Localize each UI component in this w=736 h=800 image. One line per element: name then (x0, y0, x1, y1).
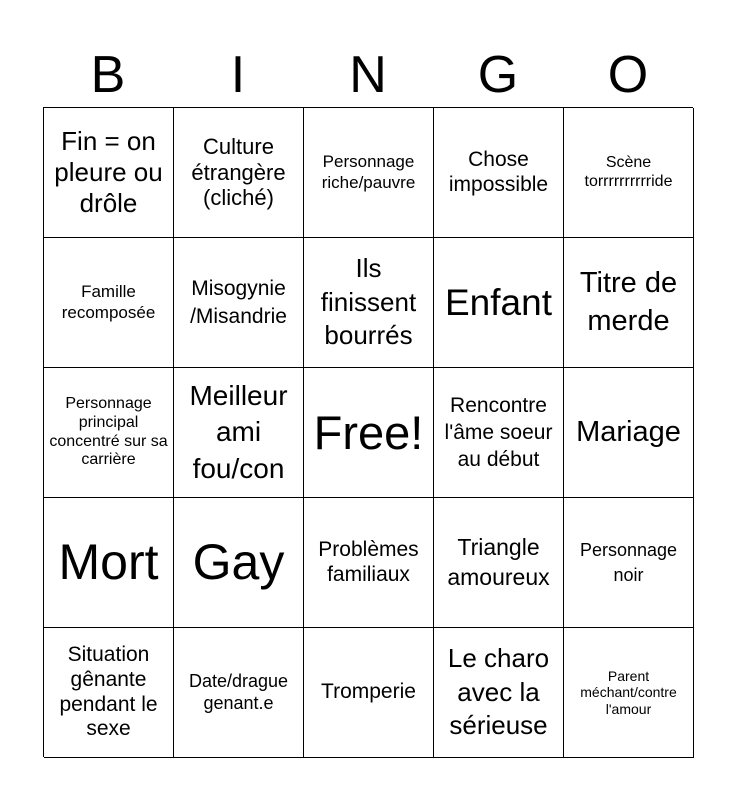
cell-text: Le charo avec la sérieuse (447, 642, 550, 741)
bingo-cell[interactable] (44, 628, 174, 758)
header-letter-g: G (477, 46, 519, 104)
cell-text: Mariage (576, 416, 681, 449)
bingo-cell[interactable] (44, 108, 174, 238)
cell-text: Problèmes familiaux (318, 537, 419, 586)
cell-text: Titre de merde (579, 266, 678, 337)
cell-text: Rencontre l'âme soeur au début (444, 393, 553, 472)
bingo-cell[interactable] (434, 368, 564, 498)
bingo-cell[interactable] (564, 368, 694, 498)
bingo-cell[interactable] (564, 498, 694, 628)
cell-text: Mort (58, 534, 159, 590)
bingo-cell free-cell[interactable] (304, 368, 434, 498)
cell-text: Gay (192, 534, 285, 590)
bingo-cell[interactable] (174, 108, 304, 238)
bingo-cell[interactable] (304, 238, 434, 368)
cell-text: Fin = on pleure ou drôle (54, 126, 163, 218)
bingo-cell[interactable] (174, 368, 304, 498)
cell-text: Parent méchant/contre l'amour (580, 667, 677, 717)
cell-text: Personnage principal concentré sur sa carrière (49, 394, 168, 469)
bingo-cell[interactable] (564, 238, 694, 368)
cell-text: Personnage riche/pauvre (321, 152, 416, 192)
cell-text: Triangle amoureux (447, 533, 550, 590)
cell-text: Situation gênante pendant le sexe (59, 642, 158, 741)
cell-text: Date/drague genant.e (188, 671, 289, 713)
cell-text: Chose impossible (448, 147, 549, 196)
bingo-cell[interactable] (564, 108, 694, 238)
cell-text: Personnage noir (579, 540, 678, 585)
cell-text: Meilleur ami fou/con (189, 379, 288, 484)
bingo-cell[interactable] (44, 368, 174, 498)
cell-text: Famille recomposée (61, 282, 156, 322)
cell-text: Free! (313, 405, 424, 459)
bingo-cell[interactable] (44, 238, 174, 368)
bingo-header (43, 40, 693, 110)
bingo-cell[interactable] (304, 108, 434, 238)
bingo-cell[interactable] (434, 108, 564, 238)
header-letter-o: O (607, 46, 649, 104)
header-letter-b: B (90, 46, 126, 104)
bingo-cell[interactable] (174, 498, 304, 628)
bingo-board (43, 107, 693, 757)
bingo-cell[interactable] (44, 498, 174, 628)
cell-text: Misogynie /Misandrie (190, 277, 287, 328)
cell-text: Enfant (445, 281, 552, 323)
bingo-cell[interactable] (434, 628, 564, 758)
bingo-cell[interactable] (174, 238, 304, 368)
bingo-cell[interactable] (304, 498, 434, 628)
bingo-cell[interactable] (304, 628, 434, 758)
bingo-cell[interactable] (434, 498, 564, 628)
cell-text: Scène torrrrrrrrrride (584, 153, 673, 190)
header-letter-n: N (349, 46, 387, 104)
cell-text: Culture étrangère (cliché) (191, 133, 286, 211)
bingo-cell[interactable] (434, 238, 564, 368)
header-letter-i: I (230, 46, 246, 104)
bingo-cell[interactable] (564, 628, 694, 758)
bingo-cell[interactable] (174, 628, 304, 758)
cell-text: Ils finissent bourrés (320, 252, 417, 351)
cell-text: Tromperie (321, 680, 416, 704)
